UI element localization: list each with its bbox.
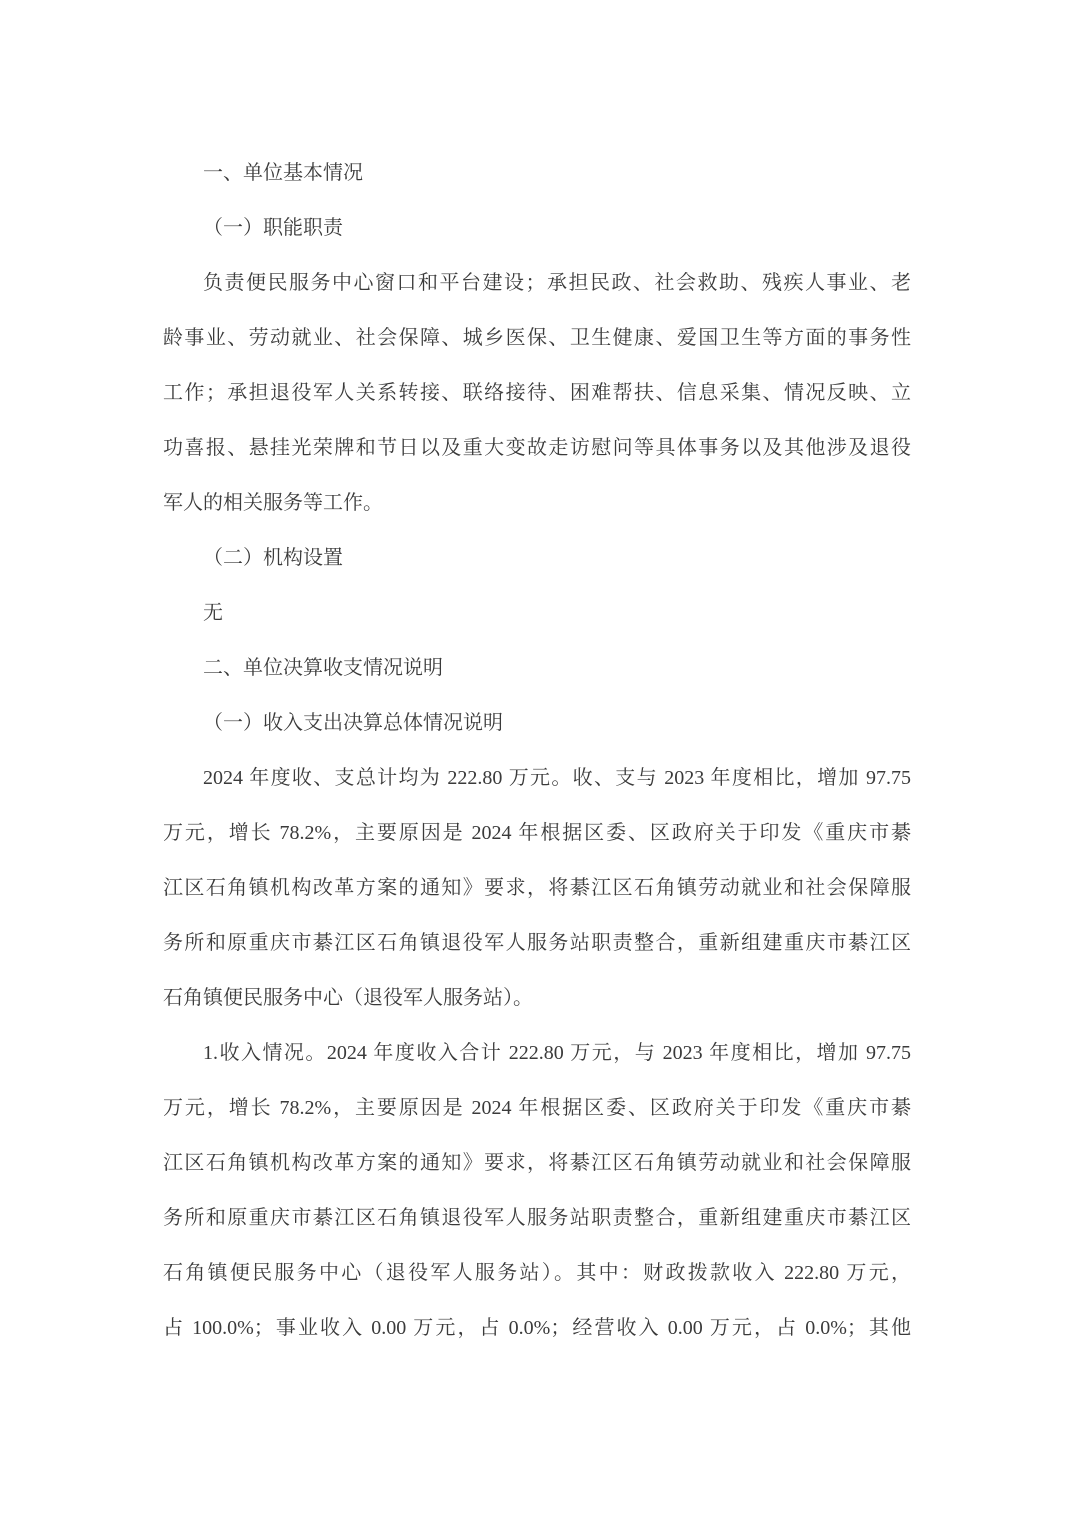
text-line: 石角镇便民服务中心（退役军人服务站）。其中：财政拨款收入 222.80 万元， <box>163 1262 911 1284</box>
text-line: 无 <box>203 602 223 624</box>
text-line: 1.收入情况。2024 年度收入合计 222.80 万元，与 2023 年度相比，增加 97.75 <box>203 1042 911 1064</box>
section-heading: （二）机构设置 <box>203 547 343 569</box>
text-line: 石角镇便民服务中心（退役军人服务站）。 <box>163 987 533 1009</box>
section-heading: 一、单位基本情况 <box>203 162 363 184</box>
text-line: 工作；承担退役军人关系转接、联络接待、困难帮扶、信息采集、情况反映、立 <box>163 382 911 404</box>
text-line: 江区石角镇机构改革方案的通知》要求，将綦江区石角镇劳动就业和社会保障服 <box>163 1152 911 1174</box>
section-heading: （一）收入支出决算总体情况说明 <box>203 712 503 734</box>
text-line: 负责便民服务中心窗口和平台建设；承担民政、社会救助、残疾人事业、老 <box>203 272 911 294</box>
text-line: 江区石角镇机构改革方案的通知》要求，将綦江区石角镇劳动就业和社会保障服 <box>163 877 911 899</box>
text-line: 万元，增长 78.2%，主要原因是 2024 年根据区委、区政府关于印发《重庆市綦 <box>163 822 911 844</box>
section-heading: （一）职能职责 <box>203 217 343 239</box>
text-line: 2024 年度收、支总计均为 222.80 万元。收、支与 2023 年度相比，增加 97.75 <box>203 767 911 789</box>
text-line: 占 100.0%；事业收入 0.00 万元，占 0.0%；经营收入 0.00 万元，占 0.0%；其他 <box>163 1317 911 1339</box>
text-line: 龄事业、劳动就业、社会保障、城乡医保、卫生健康、爱国卫生等方面的事务性 <box>163 327 911 349</box>
text-line: 功喜报、悬挂光荣牌和节日以及重大变故走访慰问等具体事务以及其他涉及退役 <box>163 437 911 459</box>
text-line: 军人的相关服务等工作。 <box>163 492 383 514</box>
section-heading: 二、单位决算收支情况说明 <box>203 657 443 679</box>
text-line: 务所和原重庆市綦江区石角镇退役军人服务站职责整合，重新组建重庆市綦江区 <box>163 932 911 954</box>
text-line: 万元，增长 78.2%，主要原因是 2024 年根据区委、区政府关于印发《重庆市綦 <box>163 1097 911 1119</box>
text-line: 务所和原重庆市綦江区石角镇退役军人服务站职责整合，重新组建重庆市綦江区 <box>163 1207 911 1229</box>
